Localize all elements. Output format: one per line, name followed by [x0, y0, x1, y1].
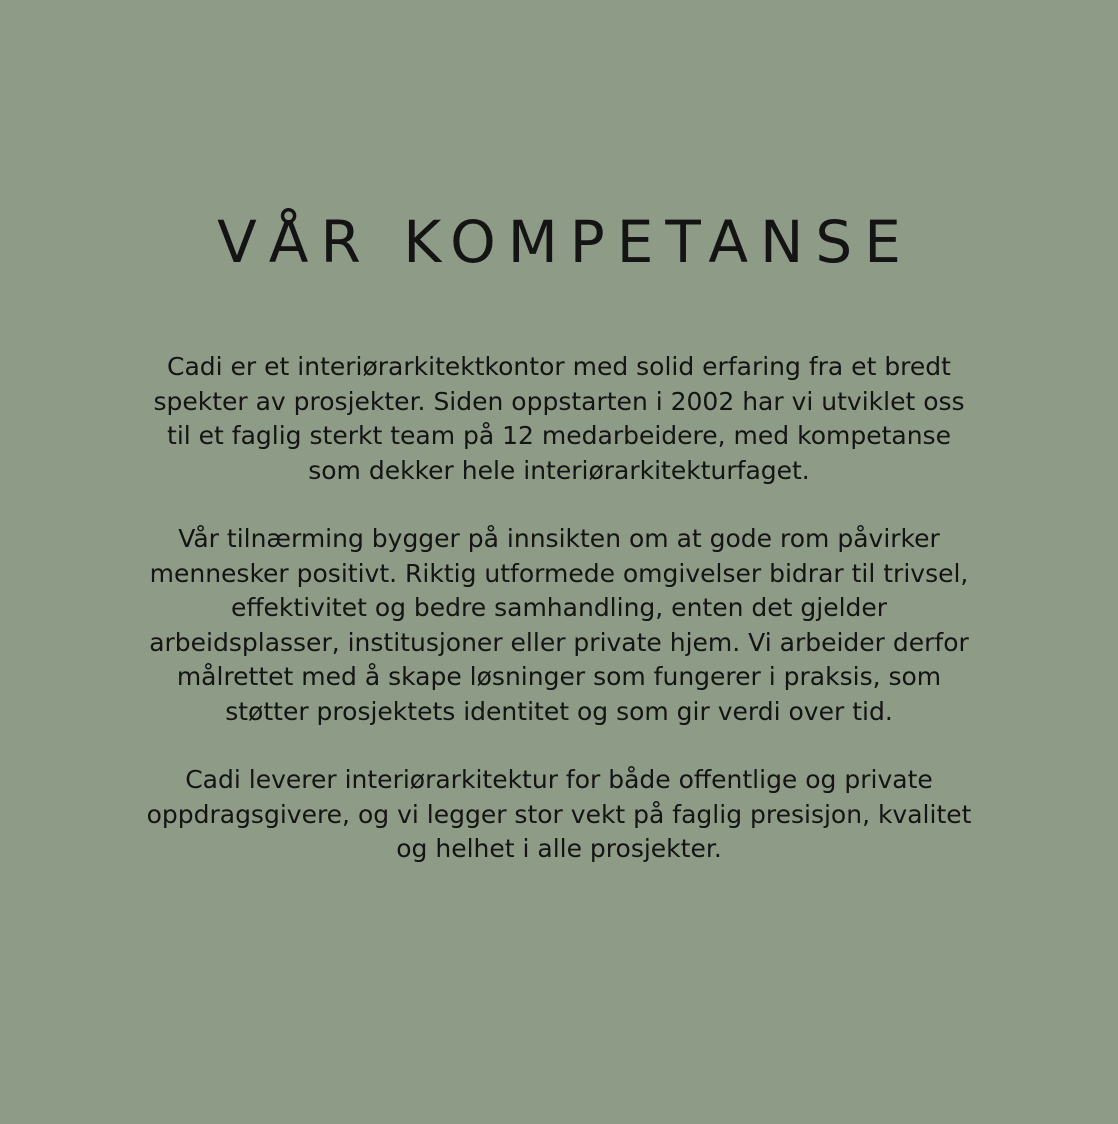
page-title: VÅR KOMPETANSE: [217, 208, 913, 276]
paragraph-approach: Vår tilnærming bygger på innsikten om at gode rom påvirker mennesker positivt. Riktig utformede omgivelser bidrar til trivsel, effektivitet og bedre samhandling, enten det gjelder arbeidsplasser, institusjoner eller private hjem. Vi arbeider derfor målrettet med å skape løsninger som fungerer i praksis, som støtter prosjektets identitet og som gir verdi over tid.: [149, 524, 969, 726]
body-text: [130, 350, 988, 901]
paragraph-delivery: Cadi leverer interiørarkitektur for både offentlige og private oppdragsgivere, og vi legger stor vekt på faglig presisjon, kvalitet og helhet i alle prosjekter.: [146, 765, 972, 863]
paragraph-intro: Cadi er et interiørarkitektkontor med solid erfaring fra et bredt spekter av prosjekter. Siden oppstarten i 2002 har vi utviklet oss til et faglig sterkt team på 12 medarbeidere, med kompetanse som dekker hele interiørarkitekturfaget.: [153, 352, 965, 485]
